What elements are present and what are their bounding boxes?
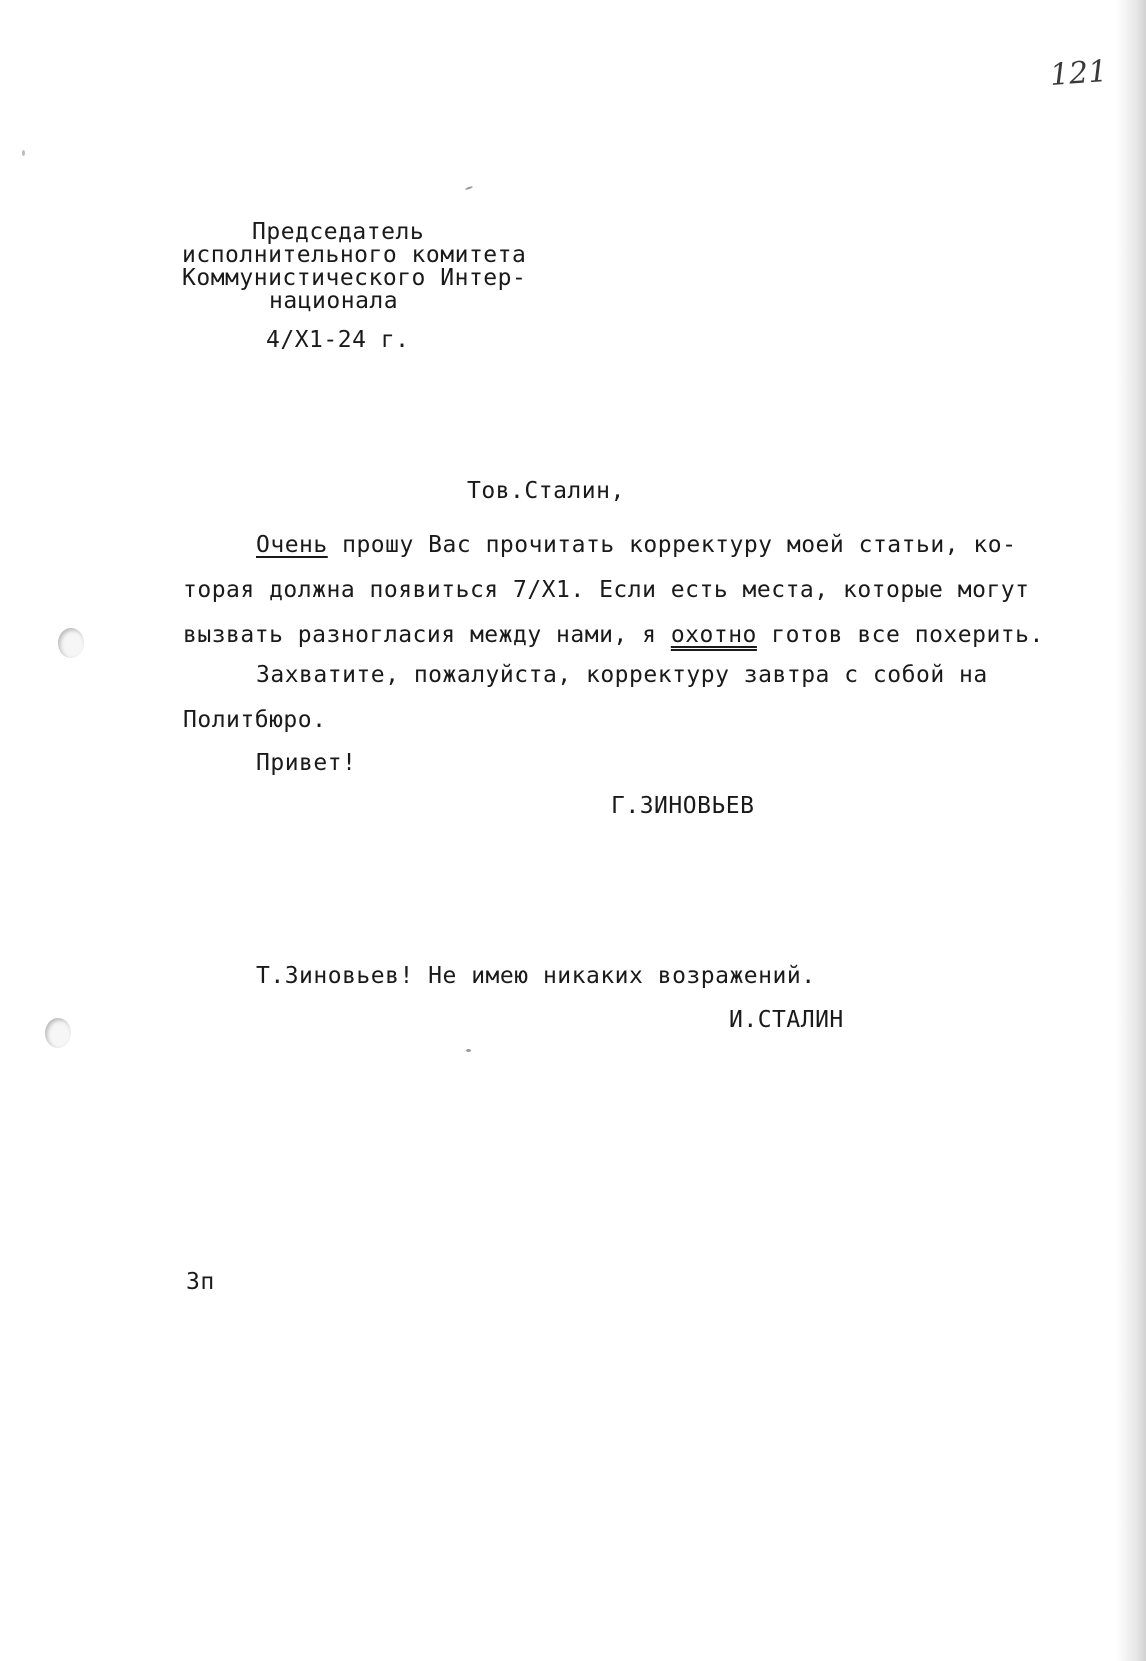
punch-hole-bottom — [45, 1018, 71, 1048]
signature-zinoviev: Г.ЗИНОВЬЕВ — [611, 793, 755, 819]
punch-hole-top — [58, 628, 84, 658]
greeting: Привет! — [256, 750, 357, 776]
emphasis-underlined: Очень — [256, 532, 328, 558]
body-paragraph-1-line-2: торая должна появиться 7/Х1. Если есть места, которые могут — [183, 577, 1030, 603]
reply-text: Т.Зиновьев! Не имею никаких возражений. — [256, 963, 816, 989]
letterhead-line-3: Коммунистического Интер- — [182, 265, 527, 291]
emphasis-double-underlined: охотно — [670, 622, 757, 648]
salutation: Тов.Сталин, — [467, 478, 625, 504]
body-paragraph-1-line-1: Очень прошу Вас прочитать корректуру моей статьи, ко- — [256, 532, 1017, 558]
archive-folio-number: 121 — [1048, 54, 1109, 93]
page-edge-shadow — [1116, 0, 1146, 1661]
copies-note: 3п — [186, 1269, 215, 1295]
body-paragraph-1-line-3: вызвать разногласия между нами, я охотно готов все похерить. — [183, 622, 1044, 648]
letterhead-line-2: исполнительного комитета — [182, 242, 527, 268]
paper-speck — [22, 150, 25, 156]
letter-date: 4/Х1-24 г. — [266, 327, 410, 353]
signature-stalin: И.СТАЛИН — [729, 1007, 844, 1033]
letterhead-line-1: Председатель — [252, 219, 425, 245]
paper-speck — [466, 1049, 471, 1052]
body-paragraph-2-line-2: Политбюро. — [183, 707, 327, 733]
body-paragraph-2-line-1: Захватите, пожалуйста, корректуру завтра с собой на — [256, 662, 988, 688]
letterhead-line-4: национала — [269, 288, 399, 314]
paper-speck — [465, 186, 473, 191]
